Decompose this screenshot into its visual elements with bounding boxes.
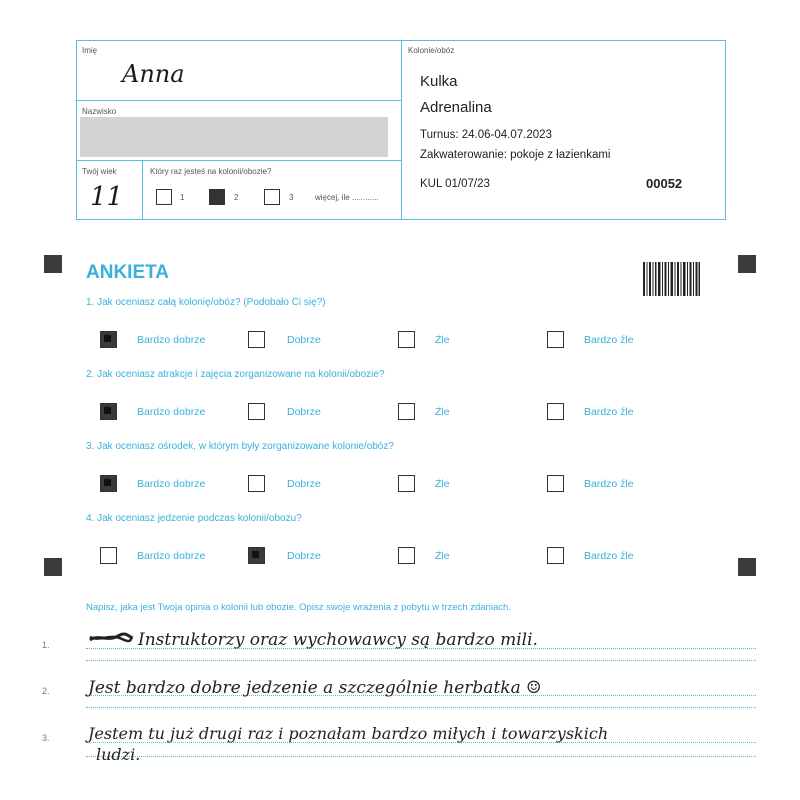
question-4-option-label-1: Bardzo dobrze <box>137 550 206 562</box>
question-2-checkbox-3[interactable] <box>398 403 415 420</box>
question-4-option-label-4: Bardzo źle <box>584 550 634 562</box>
survey-title: ANKIETA <box>86 262 170 283</box>
question-3-option-label-1: Bardzo dobrze <box>137 478 206 490</box>
form-number: 00052 <box>646 176 683 191</box>
answer-text-3b: ludzi. <box>96 745 141 764</box>
answer-line-2b <box>86 707 756 708</box>
question-1-option-label-1: Bardzo dobrze <box>137 334 206 346</box>
opinion-prompt: Napisz, jaka jest Twoja opinia o kolonii lub obozie. Opisz swoje wrażenia z pobytu w trzech zdaniach. <box>86 602 511 613</box>
turnus: Turnus: 24.06-04.07.2023 <box>420 129 552 141</box>
zakwaterowanie: Zakwaterowanie: pokoje z łazienkami <box>420 149 611 161</box>
question-3-text: 3. Jak oceniasz ośrodek, w którym były zorganizowane kolonie/obóz? <box>86 441 394 452</box>
question-2-checkbox-4[interactable] <box>547 403 564 420</box>
question-2-checkbox-2[interactable] <box>248 403 265 420</box>
question-4-text: 4. Jak oceniasz jedzenie podczas kolonii/obozu? <box>86 513 302 524</box>
imie-label: Imię <box>82 46 98 55</box>
answer-text-1: Instruktorzy oraz wychowawcy są bardzo mili. <box>138 630 538 650</box>
line-number-1: 1. <box>42 640 50 650</box>
question-2-checkbox-1[interactable] <box>100 403 117 420</box>
question-4-option-label-3: Źle <box>435 550 450 562</box>
ktory-raz-option-1: 1 <box>180 193 185 202</box>
imie-value: Anna <box>122 60 185 88</box>
kolonie-name: Kulka <box>420 73 458 90</box>
ktory-raz-option-3: 3 <box>289 193 294 202</box>
answer-text-2: Jest bardzo dobre jedzenie a szczególnie herbatka ☺ <box>88 678 542 698</box>
ktory-raz-checkbox-2[interactable] <box>209 189 225 205</box>
question-1-text: 1. Jak oceniasz całą kolonię/obóz? (Podobało Ci się?) <box>86 297 326 308</box>
question-3-checkbox-4[interactable] <box>547 475 564 492</box>
line-number-2: 2. <box>42 686 50 696</box>
barcode-icon <box>643 262 700 296</box>
header-divider-wiek <box>142 160 143 220</box>
question-1-option-label-2: Dobrze <box>287 334 321 346</box>
ktory-raz-checkbox-1[interactable] <box>156 189 172 205</box>
question-4-checkbox-3[interactable] <box>398 547 415 564</box>
question-1-checkbox-3[interactable] <box>398 331 415 348</box>
registration-marker-bottom-left <box>44 558 62 576</box>
question-1-checkbox-2[interactable] <box>248 331 265 348</box>
question-4-option-label-2: Dobrze <box>287 550 321 562</box>
header-divider-nazwisko <box>76 160 401 161</box>
question-2-text: 2. Jak oceniasz atrakcje i zajęcia zorganizowane na kolonii/obozie? <box>86 369 385 380</box>
question-3-checkbox-1[interactable] <box>100 475 117 492</box>
question-1-checkbox-1[interactable] <box>100 331 117 348</box>
answer-line-3b <box>86 756 756 757</box>
answer-line-1b <box>86 660 756 661</box>
question-3-checkbox-3[interactable] <box>398 475 415 492</box>
question-4-checkbox-2[interactable] <box>248 547 265 564</box>
ktory-raz-option-2: 2 <box>234 193 239 202</box>
kolonie-name2: Adrenalina <box>420 99 492 116</box>
registration-marker-bottom-right <box>738 558 756 576</box>
nazwisko-label: Nazwisko <box>82 107 117 116</box>
question-4-checkbox-1[interactable] <box>100 547 117 564</box>
registration-marker-top-left <box>44 255 62 273</box>
ktory-raz-option-wiecej: więcej, ile ............ <box>315 193 379 202</box>
answer-text-3: Jestem tu już drugi raz i poznałam bardzo miłych i towarzyskich <box>88 724 609 743</box>
question-1-option-label-3: Źle <box>435 334 450 346</box>
kolonie-code: KUL 01/07/23 <box>420 178 490 190</box>
question-2-option-label-3: Źle <box>435 406 450 418</box>
header-divider-imie <box>76 100 401 101</box>
ktory-raz-checkbox-3[interactable] <box>264 189 280 205</box>
kolonie-label: Kolonie/obóz <box>408 46 455 55</box>
ktory-raz-label: Który raz jesteś na kolonii/obozie? <box>150 167 272 176</box>
question-3-option-label-4: Bardzo źle <box>584 478 634 490</box>
scribble-crossout <box>88 630 134 646</box>
question-2-option-label-4: Bardzo źle <box>584 406 634 418</box>
question-3-option-label-3: Źle <box>435 478 450 490</box>
question-3-checkbox-2[interactable] <box>248 475 265 492</box>
nazwisko-redacted <box>80 117 388 157</box>
question-3-option-label-2: Dobrze <box>287 478 321 490</box>
line-number-3: 3. <box>42 733 50 743</box>
wiek-value: 11 <box>90 182 124 212</box>
wiek-label: Twój wiek <box>82 167 117 176</box>
question-2-option-label-1: Bardzo dobrze <box>137 406 206 418</box>
question-4-checkbox-4[interactable] <box>547 547 564 564</box>
question-2-option-label-2: Dobrze <box>287 406 321 418</box>
question-1-option-label-4: Bardzo źle <box>584 334 634 346</box>
registration-marker-top-right <box>738 255 756 273</box>
header-divider-vertical <box>401 40 402 220</box>
question-1-checkbox-4[interactable] <box>547 331 564 348</box>
